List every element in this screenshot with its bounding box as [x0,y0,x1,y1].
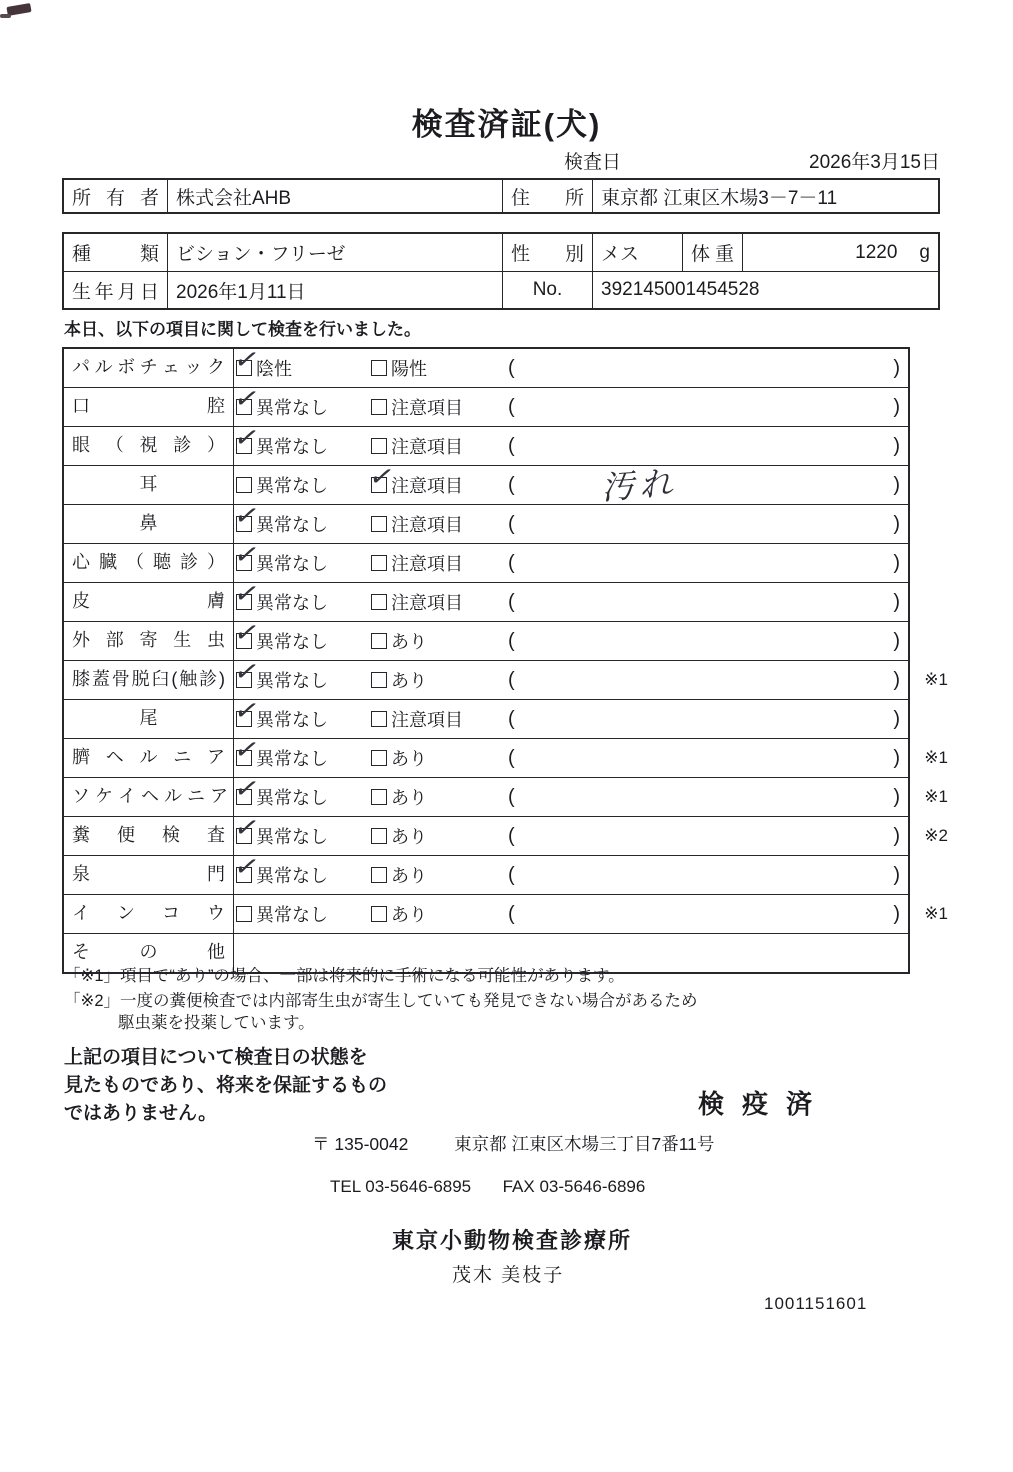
checklist-option-2-label: 注意項目 [391,476,463,496]
serial-number: 1001151601 [764,1294,868,1313]
checklist-option-1 [234,583,369,621]
checklist-option-2-label: 注意項目 [391,554,463,574]
weight-value: 1220 [855,241,898,263]
page-title: 検査済証(犬) [411,106,602,142]
checkbox-icon [371,555,387,571]
sex-value-cell [592,234,682,271]
footnote-1: 「※1」項目で“あり”の場合、一部は将来的に手術になる可能性があります。 [64,967,625,985]
checkbox-icon [236,867,252,883]
checklist-option-2-label: あり [391,671,427,691]
checklist-option-2-label: あり [391,632,427,652]
checkbox-icon [371,399,387,415]
checklist-option-1-label: 異常なし [256,788,328,808]
checkbox-icon [236,594,252,610]
checklist-option-1-label: 異常なし [256,671,328,691]
checklist-option-1 [234,778,369,816]
checkbox-icon [236,555,252,571]
checklist-item-label: 皮 膚 [64,583,234,621]
checklist-item-label: 泉 門 [64,856,234,894]
paren-close-icon: ) [893,863,900,886]
no-label: No. [532,279,563,300]
owner-value-cell [167,180,502,212]
checklist-option-1-label: 異常なし [256,476,328,496]
checklist-option-2 [369,778,504,816]
checklist-option-2-label: あり [391,788,427,808]
paren-open-icon: ( [508,551,515,574]
checkbox-icon [236,672,252,688]
checklist-option-1-label: 陰性 [256,359,292,379]
checkbox-icon [371,438,387,454]
paren-close-icon: ) [893,551,900,574]
owner-table [62,178,940,214]
checklist-item-label: 鼻 [64,505,234,543]
paren-close-icon: ) [893,395,900,418]
checklist-option-1 [234,739,369,777]
paren-close-icon: ) [893,356,900,379]
paren-open-icon: ( [508,824,515,847]
checklist-row [64,855,908,894]
checkbox-icon [236,711,252,727]
checklist-row [64,699,908,738]
checklist-option-2 [369,622,504,660]
postal-mark: 〒 [312,1134,330,1154]
checklist-option-2-label: あり [391,749,427,769]
inspection-date-value: 2026年3月15日 [809,152,940,173]
remarks-area [504,349,908,387]
checklist-option-2 [369,856,504,894]
checkbox-icon [236,399,252,415]
remarks-area [504,661,908,699]
paren-open-icon: ( [508,668,515,691]
paren-open-icon: ( [508,746,515,769]
checklist-row [64,504,908,543]
checklist-option-2-label: 注意項目 [391,398,463,418]
checklist-item-label: 耳 [64,466,234,504]
breed-value-cell [167,234,502,271]
remarks-area [504,464,908,507]
checkbox-icon [371,360,387,376]
checkbox-icon [236,789,252,805]
checkbox-icon [236,516,252,532]
footnote-mark: ※1 [924,670,948,689]
checkbox-icon [371,867,387,883]
address-value: 東京都 江東区木場3－7－11 [601,187,838,209]
paren-open-icon: ( [508,785,515,808]
checklist-row [64,894,948,933]
pet-info-table [62,232,940,310]
checklist-option-1 [234,544,369,582]
checklist-row [64,387,908,426]
clinic-address: 東京都 江東区木場三丁目7番11号 [454,1134,715,1154]
address-label-cell [502,180,592,212]
checklist-option-2 [369,895,504,933]
checklist-table [62,347,948,974]
paren-close-icon: ) [893,746,900,769]
birth-value-cell [167,271,502,308]
checklist-option-2-label: 注意項目 [391,515,463,535]
weight-unit: g [919,241,930,263]
checklist-item-label: イ ン コ ウ [64,895,234,933]
checkbox-icon [236,906,252,922]
checklist-option-1-label: 異常なし [256,827,328,847]
checklist-option-2 [369,817,504,855]
checkbox-icon [371,516,387,532]
footnote-2-continued: 駆虫薬を投薬しています。 [118,1014,315,1032]
weight-value-cell [742,234,938,271]
checklist-option-1 [234,505,369,543]
checkbox-icon [371,594,387,610]
checklist-option-1 [234,427,369,465]
paren-close-icon: ) [893,434,900,457]
postal-code: 135-0042 [334,1134,409,1154]
checklist-option-2-label: あり [391,866,427,886]
remarks-area [504,427,908,465]
checklist-option-1 [234,466,369,504]
checklist-option-2 [369,700,504,738]
paren-open-icon: ( [508,356,515,379]
clinic-name: 東京小動物検査診療所 [392,1228,633,1253]
checklist-item-label: パルボチェック [64,349,234,387]
checklist-option-1 [234,349,369,387]
checklist-option-1 [234,817,369,855]
checklist-option-2 [369,349,504,387]
checklist-option-1 [234,622,369,660]
quarantine-passed-stamp: 検疫済 [698,1089,831,1119]
checklist-option-2-label: 陽性 [391,359,427,379]
checklist-option-2 [369,388,504,426]
address-label: 住所 [511,187,584,209]
checklist-row [64,660,948,699]
no-value-cell [592,271,938,308]
remarks-area [504,583,908,621]
paren-open-icon: ( [508,590,515,613]
checklist-option-1-label: 異常なし [256,710,328,730]
tel-fax-line [330,1177,645,1197]
tel-number: TEL 03-5646-6895 [330,1177,472,1196]
paren-open-icon: ( [508,863,515,886]
checklist-row [64,582,908,621]
checklist-row [64,349,908,387]
checklist-item-label: 尾 [64,700,234,738]
remarks-area [504,505,908,543]
checklist-item-label: 膝蓋骨脱臼(触診) [64,661,234,699]
postal-address-line [312,1131,714,1156]
checklist-option-1-label: 異常なし [256,749,328,769]
checklist-option-1-label: 異常なし [256,866,328,886]
inspection-date-row [62,147,940,174]
disclaimer-line-3: ではありません。 [64,1103,218,1124]
remarks-area [504,856,908,894]
examiner-name: 茂木 美枝子 [452,1265,565,1286]
sex-value: メス [601,244,640,265]
owner-label-cell [64,180,167,212]
address-value-cell [592,180,938,212]
paren-open-icon: ( [508,473,515,496]
weight-label: 体重 [691,244,734,265]
owner-value: 株式会社AHB [176,187,292,209]
checkbox-icon [236,360,252,376]
checkbox-icon [371,789,387,805]
checklist-option-2 [369,661,504,699]
checklist-option-2 [369,466,504,504]
checklist-row [64,816,948,855]
birth-label-cell [64,271,167,308]
checklist-option-1 [234,700,369,738]
checkbox-icon [236,477,252,493]
checklist-option-2 [369,583,504,621]
disclaimer-line-1: 上記の項目について検査日の状態を [64,1047,368,1068]
checklist-option-2 [369,427,504,465]
paren-open-icon: ( [508,629,515,652]
checklist-option-1-label: 異常なし [256,905,328,925]
checklist-option-2-label: 注意項目 [391,710,463,730]
checklist-option-1 [234,895,369,933]
checklist-option-2-label: 注意項目 [391,593,463,613]
birth-label: 生年月日 [72,281,159,303]
checklist-option-1 [234,856,369,894]
paren-close-icon: ) [893,707,900,730]
disclaimer-text [64,1044,387,1128]
checklist-option-2 [369,739,504,777]
checkbox-icon [371,828,387,844]
checkbox-icon [371,672,387,688]
breed-label-cell [64,234,167,271]
paren-close-icon: ) [893,902,900,925]
breed-value: ビション・フリーゼ [176,244,346,265]
checkbox-icon [371,633,387,649]
fax-number: FAX 03-5646-6896 [502,1177,646,1196]
paren-open-icon: ( [508,902,515,925]
remarks-area [504,700,908,738]
checklist-row [64,777,948,816]
footnote-2: 「※2」一度の糞便検査では内部寄生虫が寄生していても発見できない場合があるため [64,992,698,1010]
intro-text: 本日、以下の項目に関して検査を行いました。 [64,320,421,339]
owner-label: 所有者 [72,187,159,209]
footnote-mark: ※1 [924,904,948,923]
checklist-option-2-label: 注意項目 [391,437,463,457]
paren-close-icon: ) [893,629,900,652]
checklist-item-label: 眼 （ 視 診 ） [64,427,234,465]
checklist-row [64,543,908,582]
paren-open-icon: ( [508,395,515,418]
sex-label: 性別 [511,244,584,265]
checklist-option-1-label: 異常なし [256,593,328,613]
no-value: 392145001454528 [601,279,760,300]
checklist-item-label: 外 部 寄 生 虫 [64,622,234,660]
sex-label-cell [502,234,592,271]
checklist-option-2-label: あり [391,827,427,847]
checkbox-icon [371,711,387,727]
checklist-option-1-label: 異常なし [256,398,328,418]
checkbox-icon [371,750,387,766]
remarks-area [504,895,908,933]
paren-open-icon: ( [508,707,515,730]
checklist-item-label: 心 臓 （ 聴 診 ） [64,544,234,582]
checklist-row [64,426,908,465]
checklist-option-1 [234,661,369,699]
checklist-row [64,464,908,507]
paren-close-icon: ) [893,824,900,847]
checklist-option-1-label: 異常なし [256,515,328,535]
remarks-area [504,622,908,660]
checklist-option-2 [369,505,504,543]
checklist-item-label: ソ ケ イ ヘ ル ニ ア [64,778,234,816]
checklist-item-label: 口 腔 [64,388,234,426]
checkbox-icon [371,477,387,493]
remarks-area [504,388,908,426]
checklist-item-label: そ の 他 [64,934,234,972]
handwritten-remark: 汚れ [599,464,679,507]
remarks-area [504,778,908,816]
paren-close-icon: ) [893,473,900,496]
checkbox-icon [236,750,252,766]
breed-label: 種類 [72,244,159,265]
checklist-option-2 [369,544,504,582]
paren-close-icon: ) [893,512,900,535]
footnote-mark: ※1 [924,748,948,767]
paren-open-icon: ( [508,434,515,457]
inspection-date-label: 検査日 [564,152,622,173]
checklist-option-1-label: 異常なし [256,632,328,652]
checkbox-icon [236,438,252,454]
weight-label-cell [682,234,742,271]
checklist-option-1-label: 異常なし [256,437,328,457]
paren-close-icon: ) [893,785,900,808]
birth-value: 2026年1月11日 [176,281,306,303]
paren-open-icon: ( [508,512,515,535]
paren-close-icon: ) [893,590,900,613]
no-label-cell [502,271,592,308]
checklist-row [64,621,908,660]
checkbox-icon [236,828,252,844]
scan-artifact [0,14,11,18]
paren-close-icon: ) [893,668,900,691]
remarks-area [504,739,908,777]
checkbox-icon [236,633,252,649]
checklist-item-label: 糞 便 検 査 [64,817,234,855]
footnote-mark: ※2 [924,826,948,845]
disclaimer-line-2: 見たものであり、将来を保証するもの [64,1075,388,1096]
checklist-option-1-label: 異常なし [256,554,328,574]
checklist-option-1 [234,388,369,426]
remarks-area [504,544,908,582]
checklist-item-label: 臍 ヘ ル ニ ア [64,739,234,777]
checkbox-icon [371,906,387,922]
checklist-option-2-label: あり [391,905,427,925]
footnote-mark: ※1 [924,787,948,806]
checklist-row [64,738,948,777]
remarks-area [504,817,908,855]
